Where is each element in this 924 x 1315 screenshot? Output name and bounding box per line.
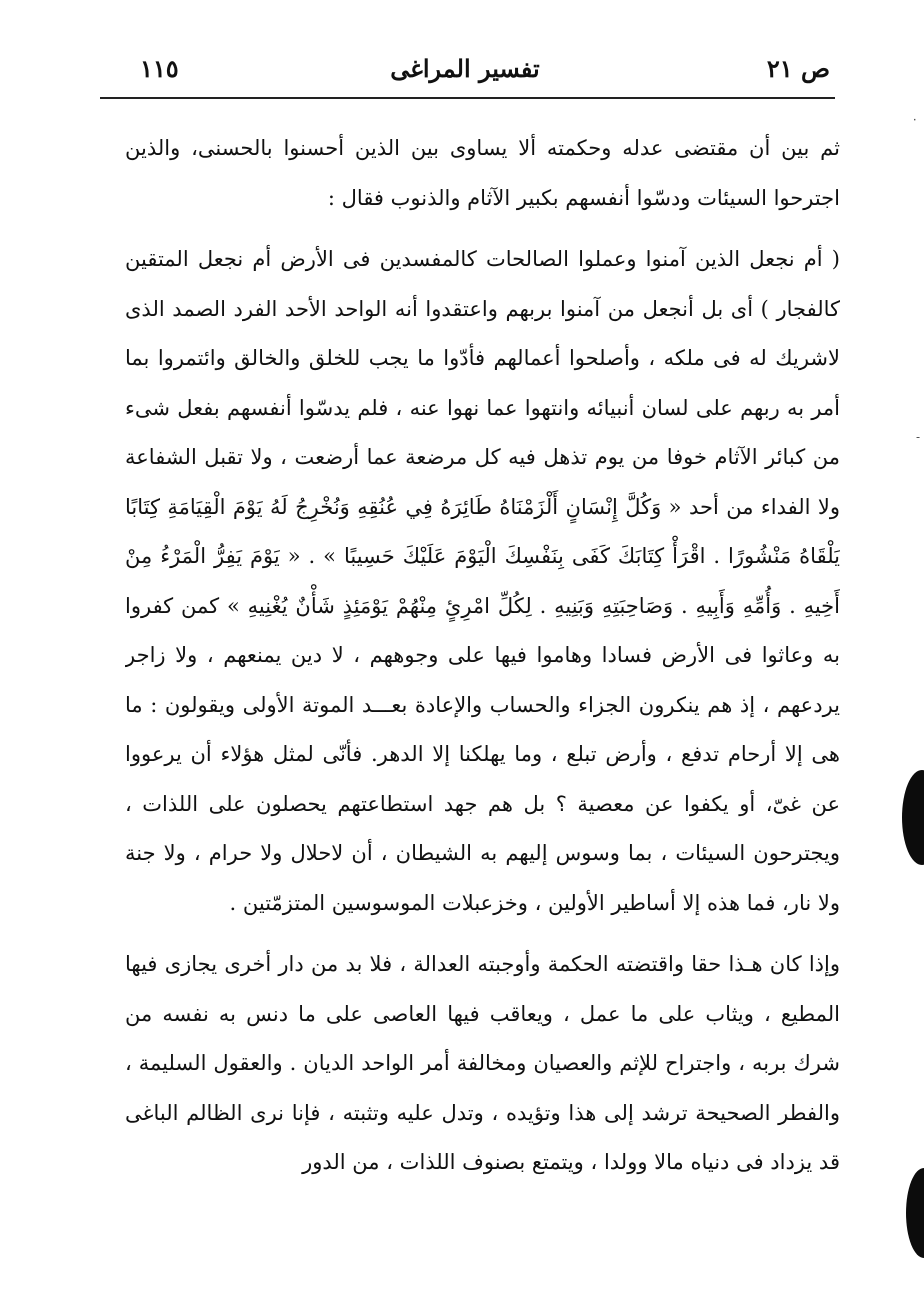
body-text [125,124,840,1299]
paragraph-1: ثم بين أن مقتضى عدله وحكمته ألا يساوى بين الذين أحسنوا بالحسنى، والذين اجترحوا السيئات ودسّوا أنفسهم بكبير الآثام والذنوب فقال : [125,136,840,210]
paragraph-2: ( أم نجعل الذين آمنوا وعملوا الصالحات كالمفسدين فى الأرض أم نجعل المتقين كالفجار ) أى بل أنجعل من آمنوا بربهم واعتقدوا أنه الواحد الأحد الفرد الصمد الذى لاشريك له فى ملكه ، وأصلحوا أعمالهم فأدّوا ما يجب للخلق والخالق وائتمروا بما أمر به ربهم على لسان أنبيائه وانتهوا عما نهوا عنه ، فلم يدسّوا أنفسهم بفعل شىء من كبائر الآثام خوفا من يوم تذهل فيه كل مرضعة عما أرضعت ، ولا تقبل الشفاعة ولا الفداء من أحد « وَكُلَّ إِنْسَانٍ أَلْزَمْنَاهُ طَائِرَهُ فِي عُنُقِهِ وَنُخْرِجُ لَهُ يَوْمَ الْقِيَامَةِ كِتَابًا يَلْقَاهُ مَنْشُورًا . اقْرَأْ كِتَابَكَ كَفَى بِنَفْسِكَ الْيَوْمَ عَلَيْكَ حَسِيبًا » . « يَوْمَ يَفِرُّ الْمَرْءُ مِنْ أَخِيهِ . وَأُمِّهِ وَأَبِيهِ . وَصَاحِبَتِهِ وَبَنِيهِ . لِكُلِّ امْرِئٍ مِنْهُمْ يَوْمَئِذٍ شَأْنٌ يُغْنِيهِ » كمن كفروا به وعاثوا فى الأرض فسادا وهاموا فيها على وجوههم ، لا دين يمنعهم ، ولا زاجر يردعهم ، إذ هم ينكرون الجزاء والحساب والإعادة بعـــد الموتة الأولى ويقولون : ما هى إلا أرحام تدفع ، وأرض تبلع ، وما يهلكنا إلا الدهر. فأنّى لمثل هؤلاء أن يرعووا عن غىّ، أو يكفوا عن معصية ؟ بل هم جهد استطاعتهم يحصلون على اللذات ، ويجترحون السيئات ، بما وسوس إليهم به الشيطان ، أن لاحلال ولا حرام ، ولا جنة ولا نار، فما هذه إلا أساطير الأولين ، وخزعبلات الموسوسين المتزمّتين . [125,247,840,915]
scan-edge-mark [906,1168,924,1258]
page-label: ص ٢١ [766,54,830,83]
scan-speck: ٠ [911,112,918,126]
paragraph-3: وإذا كان هـذا حقا واقتضته الحكمة وأوجبته العدالة ، فلا بد من دار أخرى يجازى فيها المطيع ، ويثاب على ما عمل ، ويعاقب فيها العاصى على ما دنس به نفسه من شرك بربه ، واجتراح للإثم والعصيان ومخالفة أمر الواحد الديان . والعقول السليمة ، والفطر الصحيحة ترشد إلى هذا وتؤيده ، وتدل عليه وتثبته ، فإنا نرى الظالم الباغى قد يزداد فى دنياه مالا وولدا ، ويتمتع بصنوف اللذات ، من الدور [125,952,840,1174]
header-rule [100,97,835,99]
page-number: ١١٥ [140,54,179,83]
scan-speck: - [915,430,920,444]
book-title: تفسير المراغى [390,54,540,83]
page-header [100,48,830,96]
scan-edge-mark [902,770,924,865]
